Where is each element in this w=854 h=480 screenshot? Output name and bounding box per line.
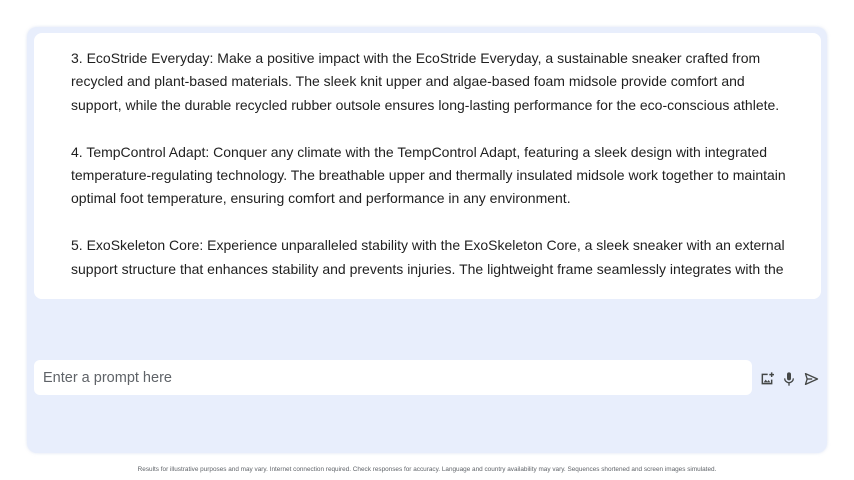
prompt-actions	[758, 368, 824, 390]
prompt-bar[interactable]	[34, 360, 752, 395]
add-image-icon[interactable]	[758, 370, 776, 388]
response-fade-overlay	[34, 283, 821, 299]
response-paragraph-ecostride: 3. EcoStride Everyday: Make a positive impact with the EcoStride Everyday, a sustainable sneaker crafted from recycled and plant-based materials. The sleek knit upper and algae-based foam midsole provide comfort and support, while the durable recycled rubber outsole ensures long-lasting performance for the eco-conscious athlete.	[71, 50, 780, 113]
response-paragraph-exoskeleton: 5. ExoSkeleton Core: Experience unparalleled stability with the ExoSkeleton Core, a sleek sneaker with an external support structure that enhances stability and prevents injuries. The lightweight frame seamlessly integrates with the	[71, 237, 785, 277]
microphone-icon[interactable]	[780, 370, 798, 388]
disclaimer-text: Results for illustrative purposes and may vary. Internet connection required. Check responses for accuracy. Language and country availability may vary. Sequences shortened and screen images simulated.	[137, 466, 717, 473]
response-paragraph-tempcontrol: 4. TempControl Adapt: Conquer any climate with the TempControl Adapt, featuring a sleek design with integrated temperature-regulating technology. The breathable upper and thermally insulated midsole work together to maintain optimal foot temperature, ensuring comfort and performance in any environment.	[71, 143, 786, 207]
response-body	[71, 47, 791, 299]
chat-window	[27, 27, 827, 453]
send-icon[interactable]	[802, 370, 820, 388]
response-card	[34, 33, 821, 299]
prompt-input[interactable]	[34, 360, 743, 395]
